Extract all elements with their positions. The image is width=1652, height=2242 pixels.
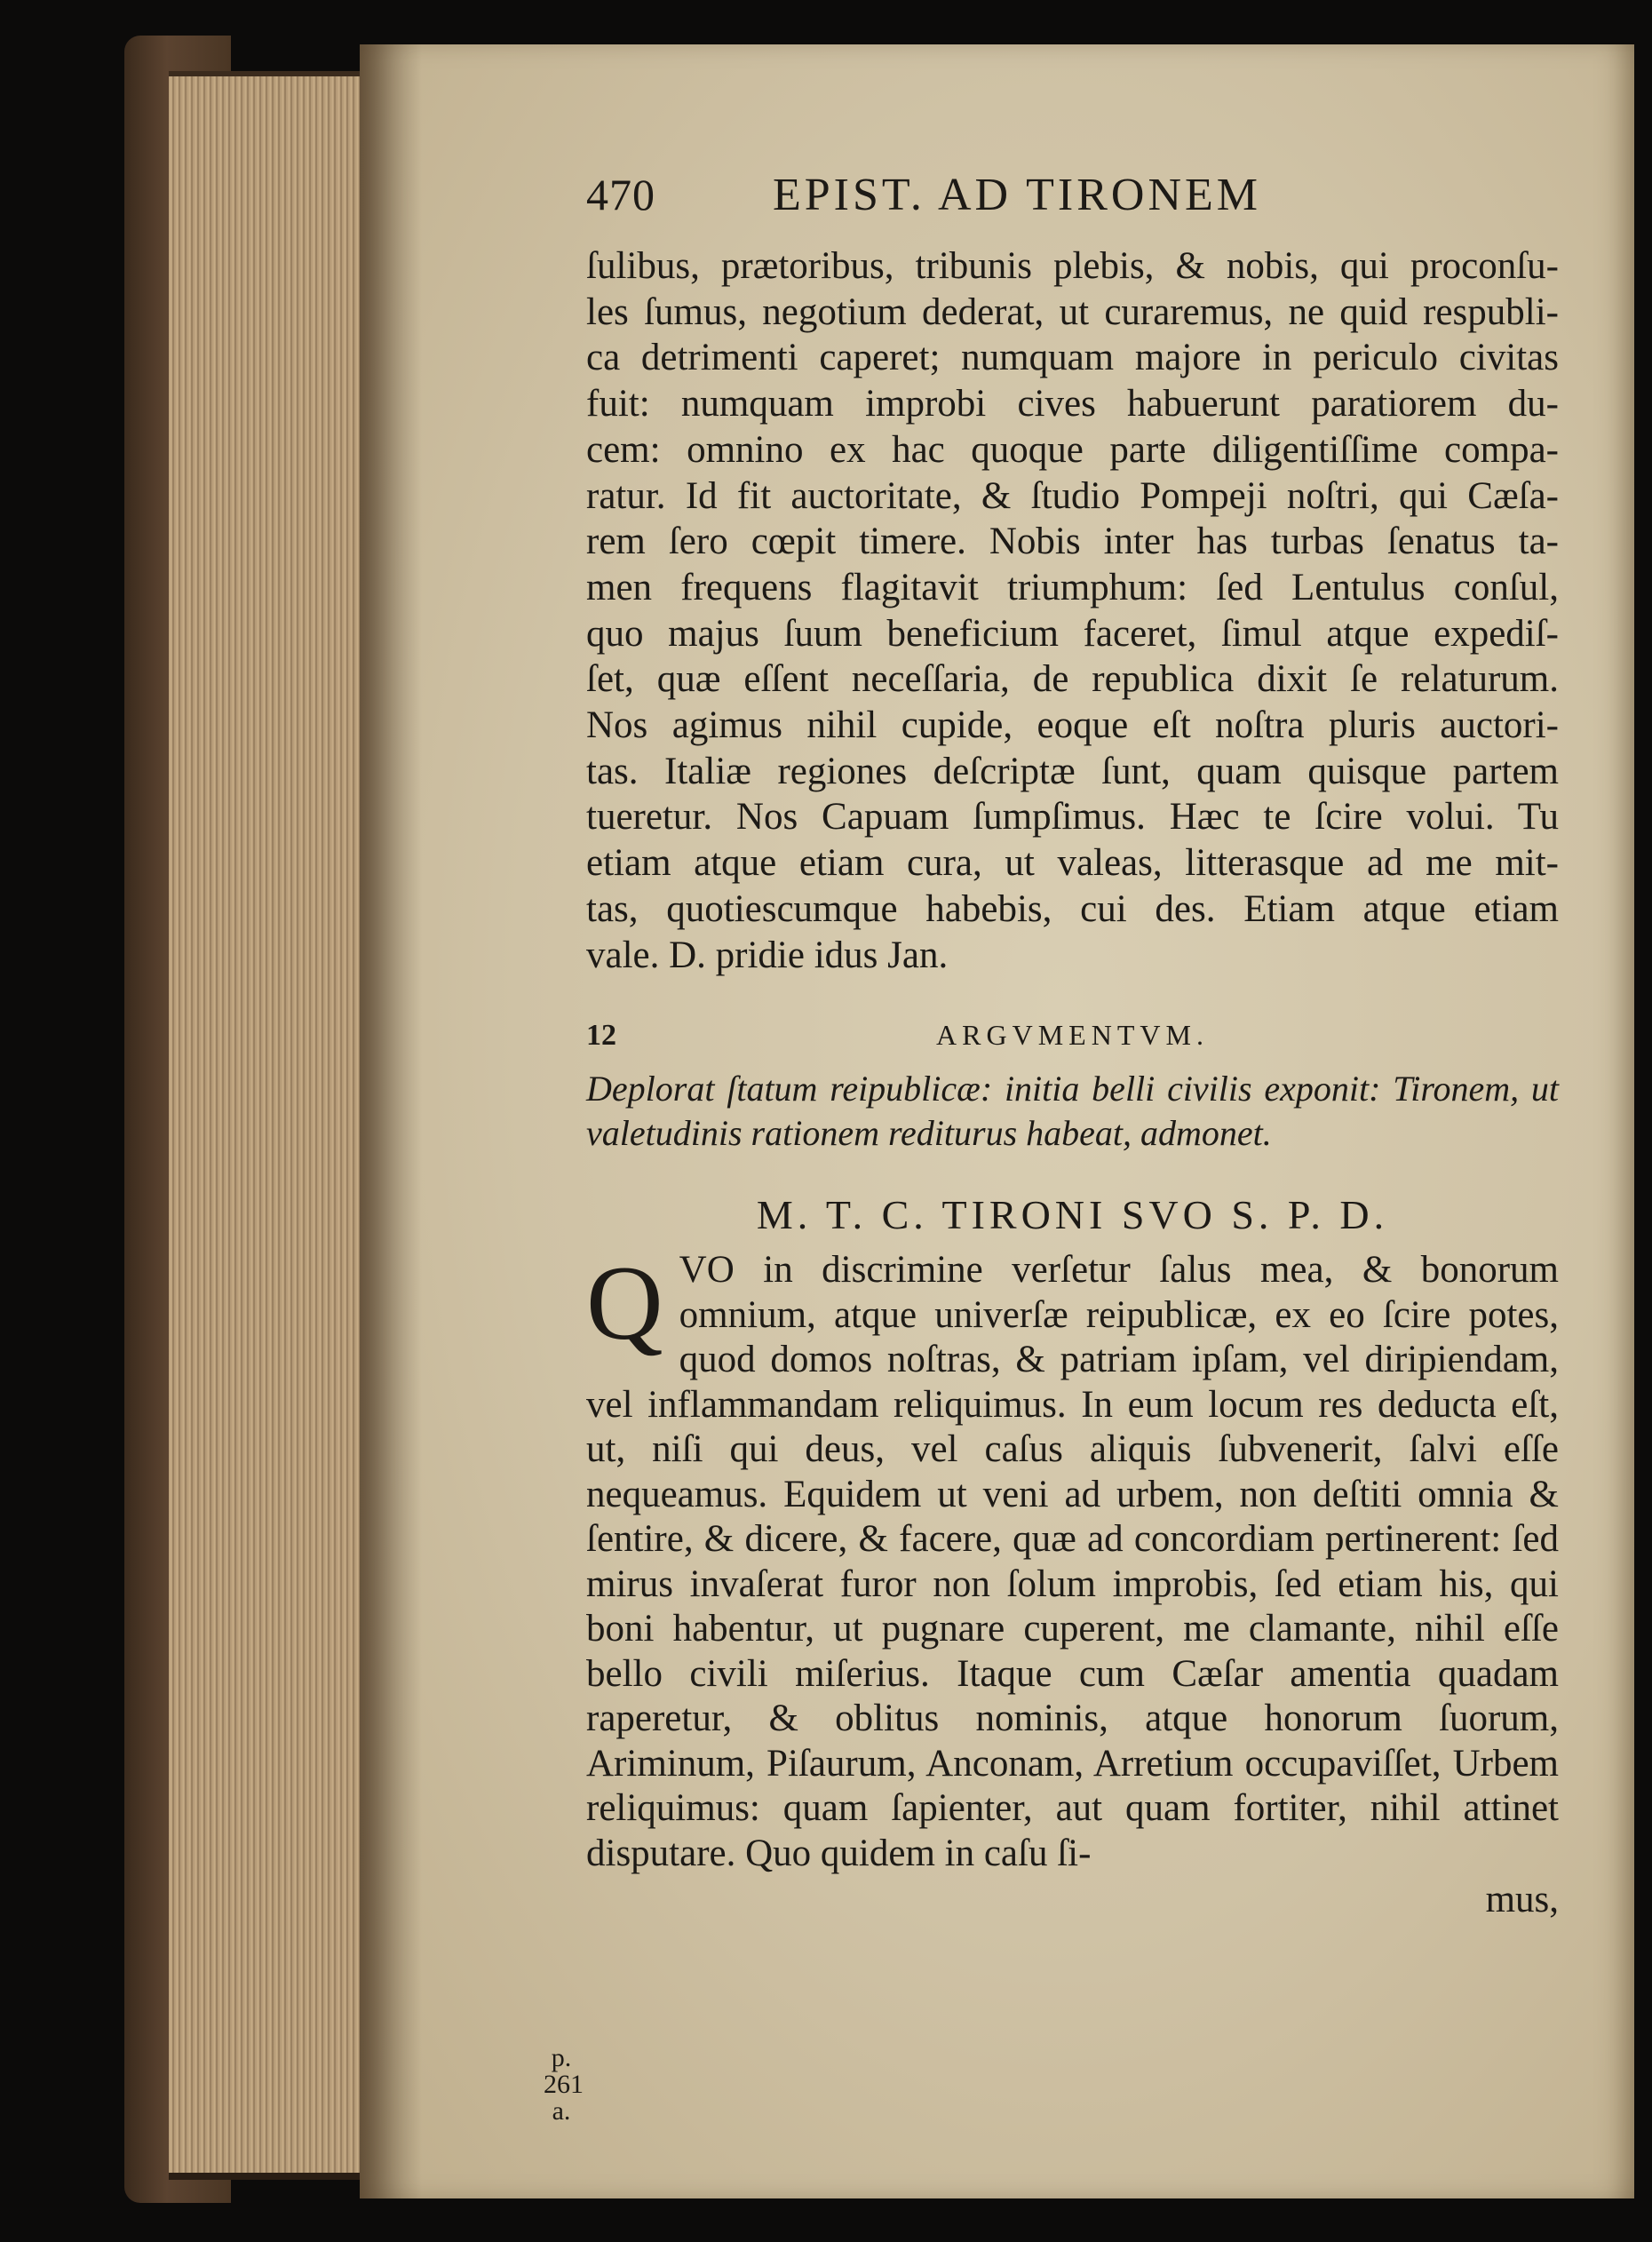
text-line: les ſumus, negotium dederat, ut curaremus, ne quid respubli- bbox=[586, 290, 1559, 333]
letter-body bbox=[586, 1244, 1559, 1876]
argumentum-text: Deplorat ſtatum reipublicæ: initia belli civilis exponit: Tironem, ut valetudinis rationem rediturus habeat, admonet. bbox=[586, 1069, 1559, 1154]
argumentum-heading-line bbox=[586, 1019, 1559, 1067]
catchword: mus, bbox=[1485, 1879, 1559, 1921]
text-line: tueretur. Nos Capuam ſumpſimus. Hæc te ſcire volui. Tu bbox=[586, 796, 1559, 839]
page-content bbox=[586, 169, 1559, 1921]
text-line: ca detrimenti caperet; numquam majore in periculo civitas bbox=[586, 337, 1559, 379]
running-head bbox=[586, 169, 1559, 231]
text-line: fuit: numquam improbi cives habuerunt paratiorem du- bbox=[586, 383, 1559, 425]
text-line: ſet, quæ eſſent neceſſaria, de republica dixit ſe relaturum. bbox=[586, 658, 1559, 701]
text-line: cem: omnino ex hac quoque parte diligentiſſime compa- bbox=[586, 428, 1559, 471]
text-line: rem ſero cœpit timere. Nobis inter has turbas ſenatus ta- bbox=[586, 521, 1559, 563]
letter-number: 12 bbox=[586, 1019, 616, 1053]
text-line: tas, quotiescumque habebis, cui des. Etiam atque etiam bbox=[586, 887, 1559, 930]
margin-reference-line: 261 bbox=[544, 2070, 584, 2099]
text-line: ratur. Id fit auctoritate, & ſtudio Pompeji noſtri, qui Cæſa- bbox=[586, 474, 1559, 517]
drop-cap: Q bbox=[586, 1244, 663, 1363]
gutter-shadow bbox=[360, 44, 422, 2198]
margin-reference-line: p. bbox=[551, 2043, 572, 2072]
page-edges bbox=[169, 71, 373, 2180]
text-line: men frequens flagitavit triumphum: ſed Lentulus conſul, bbox=[586, 566, 1559, 608]
text-line: tas. Italiæ regiones deſcriptæ ſunt, quam quisque partem bbox=[586, 750, 1559, 792]
argumentum-heading: ARGVMENTVM. bbox=[936, 1019, 1209, 1052]
text-line: etiam atque etiam cura, ut valeas, litterasque ad me mit- bbox=[586, 842, 1559, 885]
salutation: M. T. C. TIRONI SVO S. P. D. bbox=[756, 1192, 1389, 1238]
text-line: vale. D. pridie idus Jan. bbox=[586, 934, 949, 976]
running-head-title: EPIST. AD TIRONEM bbox=[773, 170, 1261, 220]
margin-reference bbox=[544, 2043, 584, 2126]
letter-body-text: VO in discrimine verſetur ſalus mea, & bonorum omnium, atque univerſæ reipublicæ, ex eo ſcire potes, quod domos noſtras, & patriam ipſam, vel diripiendam, vel inflammandam reliquimus. In eum locum res deducta eſt, ut, niſi qui deus, vel caſus aliquis ſubvenerit, ſalvi eſſe nequeamus. Equidem ut veni ad urbem, non deſtiti omnia & ſentire, & dicere, & facere, quæ ad concordiam pertinerent: ſed mirus invaſerat furor non ſolum improbis, ſed etiam his, qui boni habentur, ut pugnare cuperent, me clamante, nihil eſſe bello civili miſerius. Itaque cum Cæſar amentia quadam raperetur, & oblitus nominis, atque honorum ſuorum, Ariminum, Piſaurum, Anconam, Arretium occupaviſſet, Urbem reliquimus: quam ſapienter, aut quam fortiter, nihil attinet disputare. Quo quidem in caſu ſi- bbox=[586, 1249, 1559, 1874]
text-line: ſulibus, prætoribus, tribunis plebis, & nobis, qui proconſu- bbox=[586, 245, 1559, 287]
text-line: quo majus ſuum beneficium faceret, ſimul atque expediſ- bbox=[586, 612, 1559, 655]
margin-reference-line: a. bbox=[552, 2096, 571, 2126]
page-number: 470 bbox=[586, 170, 655, 219]
text-line: Nos agimus nihil cupide, eoque eſt noſtra pluris auctori- bbox=[586, 704, 1559, 747]
preceding-letter-text bbox=[586, 243, 1559, 978]
